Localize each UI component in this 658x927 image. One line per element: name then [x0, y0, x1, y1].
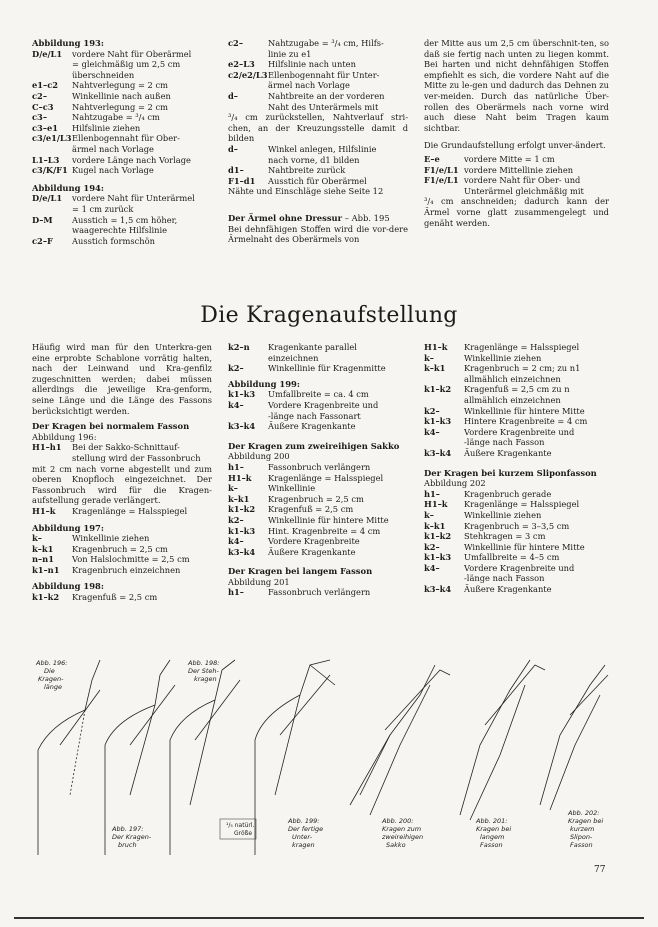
column-1-bottom: [32, 342, 212, 603]
definition-row: [424, 584, 609, 595]
definition-row: [228, 515, 408, 526]
row-key: k2–n: [228, 342, 250, 352]
row-value: Kragenlänge = Halsspiegel: [464, 342, 580, 352]
figure-201: [460, 660, 545, 820]
row-value: Kragenbruch = 2,5 cm: [268, 493, 364, 504]
definition-row: [424, 175, 609, 196]
row-value: vordere Mitte = 1 cm: [464, 153, 555, 164]
row-key: k–k1: [424, 520, 446, 531]
row-key: e2–L3: [228, 59, 255, 70]
figure-202: [540, 665, 608, 810]
definition-row: [228, 547, 408, 558]
column-2-bottom: [228, 342, 408, 598]
definition-row: [424, 406, 609, 417]
label-abb-197: Abb. 197: Der Kragen-bruch: [112, 825, 152, 849]
definition-row: [424, 416, 609, 427]
row-value: Äußere Kragenkante: [268, 546, 356, 557]
row-value: Hilfslinie nach unten: [268, 59, 356, 70]
column-3-top: [424, 38, 609, 228]
figure-200: [350, 665, 450, 815]
paragraph: ³/₄ cm zurückstellen, Nahtverlauf stri-chen, an der Kreuzungsstelle damit d bilden: [228, 112, 408, 144]
row-value: Bei der Sakko-Schnittauf- stellung wird der Fassonbruch: [72, 442, 201, 463]
definition-row: [32, 133, 212, 154]
subheading: Abbildung 200: [228, 451, 290, 462]
definition-row: [228, 400, 408, 421]
row-value: Winkellinie: [268, 483, 316, 494]
row-key: k–: [32, 533, 42, 544]
definition-row: [32, 554, 212, 565]
definition-row: [424, 448, 609, 459]
row-key: k1–k2: [32, 592, 60, 603]
row-value: Vordere Kragenbreite und -länge nach Fasson: [464, 426, 575, 448]
row-value: Winkellinie nach außen: [72, 90, 171, 101]
definition-row: [424, 154, 609, 165]
row-key: k4–: [228, 399, 244, 410]
definition-row: [32, 544, 212, 555]
definition-row: [228, 504, 408, 515]
row-value: Kragenlänge = Halsspiegel: [464, 499, 580, 510]
row-key: k–: [228, 483, 238, 494]
definition-row: [32, 165, 212, 176]
row-key: k1–k3: [424, 416, 452, 427]
definition-row: [424, 353, 609, 364]
row-key: d–: [228, 90, 238, 101]
definition-row: [32, 123, 212, 134]
row-key: k1–k3: [228, 525, 256, 536]
bottom-rule: [14, 917, 644, 919]
paragraph: mit 2 cm nach vorne abgestellt und zum oberen Knopfloch eingezeichnet. Der Fassonbruch wird für die Kragen-aufstellung gerade verlängert.: [32, 463, 212, 506]
definition-row: [228, 587, 408, 598]
list-abb-201: [228, 587, 408, 598]
pattern-drawings: [30, 655, 610, 855]
row-value: Umfallbreite = ca. 4 cm: [268, 389, 369, 400]
row-value: Nahtbreite zurück: [268, 165, 346, 176]
row-key: h1–: [228, 587, 244, 598]
row-value: Vordere Kragenbreite und -länge nach Fasson: [464, 562, 575, 584]
list-abb-202: [424, 489, 609, 595]
row-value: Winkel anlegen, Hilfslinie nach vorne, d1 bilden: [268, 143, 377, 165]
row-value: Stehkragen = 3 cm: [464, 531, 546, 542]
definition-row: [32, 506, 212, 517]
row-key: k–k1: [228, 493, 250, 504]
row-value: Ausstich für Oberärmel: [268, 175, 367, 186]
subheading: Abbildung 201: [228, 576, 290, 587]
row-key: C–c3: [32, 101, 54, 112]
definition-row: [228, 342, 408, 363]
row-key: n–n1: [32, 554, 54, 565]
list-abb-197: [32, 533, 212, 575]
row-key: k2–: [424, 541, 440, 552]
row-key: D–M: [32, 214, 53, 225]
definition-row: [228, 176, 408, 187]
row-value: Winkellinie für hintere Mitte: [464, 405, 585, 416]
row-value: Kragenkante parallel einzeichnen: [268, 342, 357, 363]
row-key: k3–k4: [228, 421, 256, 432]
row-key: d1–: [228, 165, 244, 176]
row-value: vordere Mittellinie ziehen: [464, 164, 574, 175]
definition-row: [424, 427, 609, 448]
row-key: k4–: [424, 426, 440, 437]
row-value: Von Halslochmitte = 2,5 cm: [72, 554, 190, 565]
row-value: Ausstich formschön: [72, 235, 155, 246]
row-value: Winkellinie für hintere Mitte: [464, 541, 585, 552]
definition-row: [424, 489, 609, 500]
row-value: Nahtzugabe = ³/₄ cm, Hilfs- linie zu e1: [268, 38, 384, 59]
row-value: Kragenfuß = 2,5 cm: [72, 592, 158, 603]
paragraph-intro: Häufig wird man für den Unterkra-gen eine erprobte Schablone vorrätig halten, nach der Leinwand und Kra-genfilz zugeschnitten werden; dabei müssen allerdings die jeweilige Kra-genform, seine Länge und die Länge des Fassons berücksichtigt werden.: [32, 342, 212, 416]
row-value: Kragenbruch einzeichnen: [72, 564, 181, 575]
definition-row: [228, 70, 408, 91]
row-value: Hintere Kragenbreite = 4 cm: [464, 416, 588, 427]
row-key: k–k1: [424, 363, 446, 374]
list: [32, 442, 212, 463]
row-key: E–e: [424, 153, 440, 164]
row-value: Äußere Kragenkante: [268, 421, 356, 432]
scale-note: ¹/₅ natürl. Größe: [226, 822, 255, 837]
label-abb-199: Abb. 199: Der fertige Unter-kragen: [288, 817, 324, 849]
row-key: c2–: [32, 90, 47, 101]
definition-row: [228, 526, 408, 537]
row-value: Vordere Kragenbreite und -länge nach Fassonart: [268, 399, 379, 421]
definition-row: [32, 236, 212, 247]
definition-row: [228, 494, 408, 505]
column-2-top: [228, 38, 408, 245]
heading-zweireihiger-sakko: Der Kragen zum zweireihigen Sakko: [228, 440, 400, 451]
row-key: k4–: [424, 562, 440, 573]
row-value: Hint. Kragenbreite = 4 cm: [268, 525, 381, 536]
definition-row: [32, 565, 212, 576]
label-abb-196: Abb. 196: Die Kragen-länge: [36, 659, 68, 691]
row-value: Kugel nach Vorlage: [72, 165, 154, 176]
row-key: e1–c2: [32, 80, 59, 91]
definition-row: [424, 542, 609, 553]
row-value: Kragenfuß = 2,5 cm: [268, 504, 354, 515]
list-abb-198: [32, 592, 212, 603]
column-3-bottom: [424, 342, 609, 595]
row-key: k2–: [228, 363, 244, 374]
row-key: F1–d1: [228, 175, 256, 186]
definition-row: [424, 499, 609, 510]
row-key: c2–: [228, 38, 243, 48]
heading-sliponfasson: Der Kragen bei kurzem Sliponfasson: [424, 467, 597, 478]
definition-row: [32, 592, 212, 603]
row-value: Äußere Kragenkante: [464, 447, 552, 458]
row-value: Kragenbruch = 3–3,5 cm: [464, 520, 570, 531]
list-col3: [424, 154, 609, 196]
definition-row: [424, 363, 609, 384]
row-value: Winkellinie für Kragenmitte: [268, 363, 386, 374]
paragraph: Die Grundaufstellung erfolgt unver-ändert.: [424, 140, 606, 151]
definition-row: [424, 510, 609, 521]
definition-row: [228, 462, 408, 473]
row-value: Kragenfuß = 2,5 cm zu n allmählich einzeichnen: [464, 384, 570, 405]
list-abb-200: [228, 462, 408, 557]
definition-row: [228, 389, 408, 400]
row-value: Winkellinie ziehen: [464, 509, 542, 520]
row-value: Winkellinie für hintere Mitte: [268, 514, 389, 525]
list: [424, 342, 609, 459]
definition-row: [424, 521, 609, 532]
definition-row: [424, 342, 609, 353]
row-value: Ellenbogennaht für Unter- ärmel nach Vorlage: [268, 69, 380, 91]
definition-row: [32, 80, 212, 91]
row-key: c3–: [32, 112, 47, 123]
definition-row: [424, 563, 609, 584]
row-value: Hilfslinie ziehen: [72, 122, 141, 133]
label-abb-198: Abb. 198: Der Steh-kragen: [188, 659, 220, 683]
list-abb-199: [228, 389, 408, 431]
definition-row: [424, 165, 609, 176]
definition-row: [32, 155, 212, 166]
row-value: vordere Naht für Unterärmel = 1 cm zurück: [72, 193, 195, 214]
definition-row: [32, 112, 212, 123]
row-key: H1–k: [424, 499, 448, 510]
row-value: Fassonbruch verlängern: [268, 461, 371, 472]
subheading: Abbildung 202: [424, 478, 486, 489]
pattern-figures: [30, 655, 610, 855]
heading-langer-fasson: Der Kragen bei langem Fasson: [228, 566, 373, 577]
definition-row: [32, 102, 212, 113]
row-value: Äußere Kragenkante: [464, 584, 552, 595]
list-col2: [228, 38, 408, 112]
row-value: Kragenbruch = 2,5 cm: [72, 543, 168, 554]
row-key: d–: [228, 143, 238, 154]
row-key: k3–k4: [424, 584, 452, 595]
row-key: c3/K/F1: [32, 165, 68, 176]
definition-row: [32, 442, 212, 463]
row-key: k3–k4: [424, 447, 452, 458]
definition-row: [32, 91, 212, 102]
row-value: Kragenlänge = Halsspiegel: [268, 472, 384, 483]
row-key: F1/e/L1: [424, 175, 459, 186]
row-key: k1–k2: [228, 504, 256, 515]
definition-row: [228, 91, 408, 112]
row-value: Kragenbruch gerade: [464, 488, 552, 499]
heading-abb-193: Abbildung 193:: [32, 38, 104, 48]
row-value: Nahtbreite an der vorderen Naht des Unterärmels mit: [268, 90, 385, 112]
definition-row: [32, 215, 212, 236]
heading-abb-199: Abbildung 199:: [228, 378, 300, 389]
list-col2b: [228, 144, 408, 186]
row-value: Nahtverlegung = 2 cm: [72, 80, 168, 91]
heading-abb-194: Abbildung 194:: [32, 182, 104, 193]
definition-row: [32, 193, 212, 214]
definition-row: [228, 144, 408, 165]
list-abb-193: [32, 49, 212, 176]
row-value: Vordere Kragenbreite: [268, 536, 360, 547]
row-value: Ellenbogennaht für Ober- ärmel nach Vorlage: [72, 133, 180, 154]
heading-aermel-ohne-dressur: Der Ärmel ohne Dressur – Abb. 195: [228, 212, 390, 223]
label-abb-200: Abb. 200: Kragen zum zweireihigen Sakko: [382, 817, 424, 849]
row-key: k1–k3: [424, 552, 452, 563]
row-value: Ausstich = 1,5 cm höher, waagerechte Hilfslinie: [72, 214, 178, 236]
definition-row: [228, 536, 408, 547]
definition-row: [32, 49, 212, 81]
row-key: H1–k: [228, 472, 252, 483]
label-abb-201: Abb. 201: Kragen bei langem Fasson: [476, 817, 512, 849]
paragraph: ³/₄ cm anschneiden; dadurch kann der Ärmel vorne glatt zusammengelegt und genäht werden.: [424, 196, 609, 228]
row-key: k1–k2: [424, 384, 452, 395]
subheading: Abbildung 196:: [32, 431, 97, 442]
row-key: k4–: [228, 536, 244, 547]
row-key: h1–: [424, 488, 440, 499]
row-key: k–k1: [32, 543, 54, 554]
row-key: D/e/L1: [32, 48, 63, 59]
heading-normaler-fasson: Der Kragen bei normalem Fasson: [32, 421, 190, 432]
row-value: vordere Naht für Oberärmel = gleichmäßig um 2,5 cm überschneiden: [72, 48, 192, 80]
list-abb-194: [32, 193, 212, 246]
section-title: Die Kragenaufstellung: [200, 303, 458, 328]
row-key: k1–n1: [32, 564, 60, 575]
definition-row: [228, 363, 408, 374]
row-key: k2–: [424, 405, 440, 416]
definition-row: [228, 165, 408, 176]
row-value: Winkellinie ziehen: [464, 352, 542, 363]
definition-row: [228, 59, 408, 70]
column-1-top: [32, 38, 212, 246]
row-value: Fassonbruch verlängern: [268, 587, 371, 598]
row-value: vordere Naht für Ober- und Unterärmel gleichmäßig mit: [464, 175, 584, 196]
page-number: 77: [594, 865, 606, 875]
row-value: Nahtzugabe = ³/₄ cm: [72, 112, 160, 123]
row-key: F1/e/L1: [424, 164, 459, 175]
row-key: D/e/L1: [32, 193, 63, 204]
definition-row: [32, 533, 212, 544]
row-key: H1–k: [32, 505, 56, 516]
paragraph: Bei dehnfähigen Stoffen wird die vor-dere Ärmelnaht des Oberärmels von: [228, 223, 408, 245]
row-value: vordere Länge nach Vorlage: [72, 154, 191, 165]
row-key: c3–e1: [32, 122, 59, 133]
row-key: c2–F: [32, 235, 53, 246]
definition-row: [228, 421, 408, 432]
paragraph: Nähte und Einschläge siehe Seite 12: [228, 186, 384, 197]
row-value: Kragenbruch = 2 cm; zu n1 allmählich einzeichnen: [464, 363, 581, 384]
heading-abb-197: Abbildung 197:: [32, 522, 104, 533]
row-key: k–: [424, 352, 434, 363]
row-key: k3–k4: [228, 546, 256, 557]
definition-row: [424, 552, 609, 563]
definition-row: [228, 473, 408, 484]
row-value: Nahtverlegung = 2 cm: [72, 101, 168, 112]
definition-row: [228, 38, 408, 59]
paragraph: der Mitte aus um 2,5 cm überschnit-ten, so daß sie fertig nach unten zu liegen kommt. Bei harten und nicht dehnfähigen Stoffen empfiehlt es sich, die vordere Naht auf die Mitte zu le-gen und dadurch das Dehnen zu ver-meiden. Durch das natürliche Über-rollen des Oberärmels nach vorne wird auch diese Naht beim Tragen kaum sichtbar.: [424, 38, 609, 133]
row-key: H1–k: [424, 342, 448, 352]
row-value: Winkellinie ziehen: [72, 533, 150, 544]
row-value: Kragenlänge = Halsspiegel: [72, 505, 188, 516]
row-key: H1–h1: [32, 442, 62, 453]
definition-row: [228, 483, 408, 494]
row-key: L1–L3: [32, 154, 60, 165]
row-value: Umfallbreite = 4–5 cm: [464, 552, 560, 563]
definition-row: [424, 531, 609, 542]
row-key: k–: [424, 509, 434, 520]
row-key: k1–k3: [228, 389, 256, 400]
row-key: k1–k2: [424, 531, 452, 542]
list: [32, 506, 212, 517]
row-key: k2–: [228, 514, 244, 525]
heading-abb-198: Abbildung 198:: [32, 581, 104, 592]
list: [228, 342, 408, 374]
row-key: h1–: [228, 461, 244, 472]
label-abb-202: Abb. 202: Kragen bei kurzem Slipon-Fasson: [568, 809, 604, 849]
definition-row: [424, 384, 609, 405]
row-key: c2/e2/L3: [228, 69, 268, 80]
row-key: c3/e1/L3: [32, 133, 72, 144]
